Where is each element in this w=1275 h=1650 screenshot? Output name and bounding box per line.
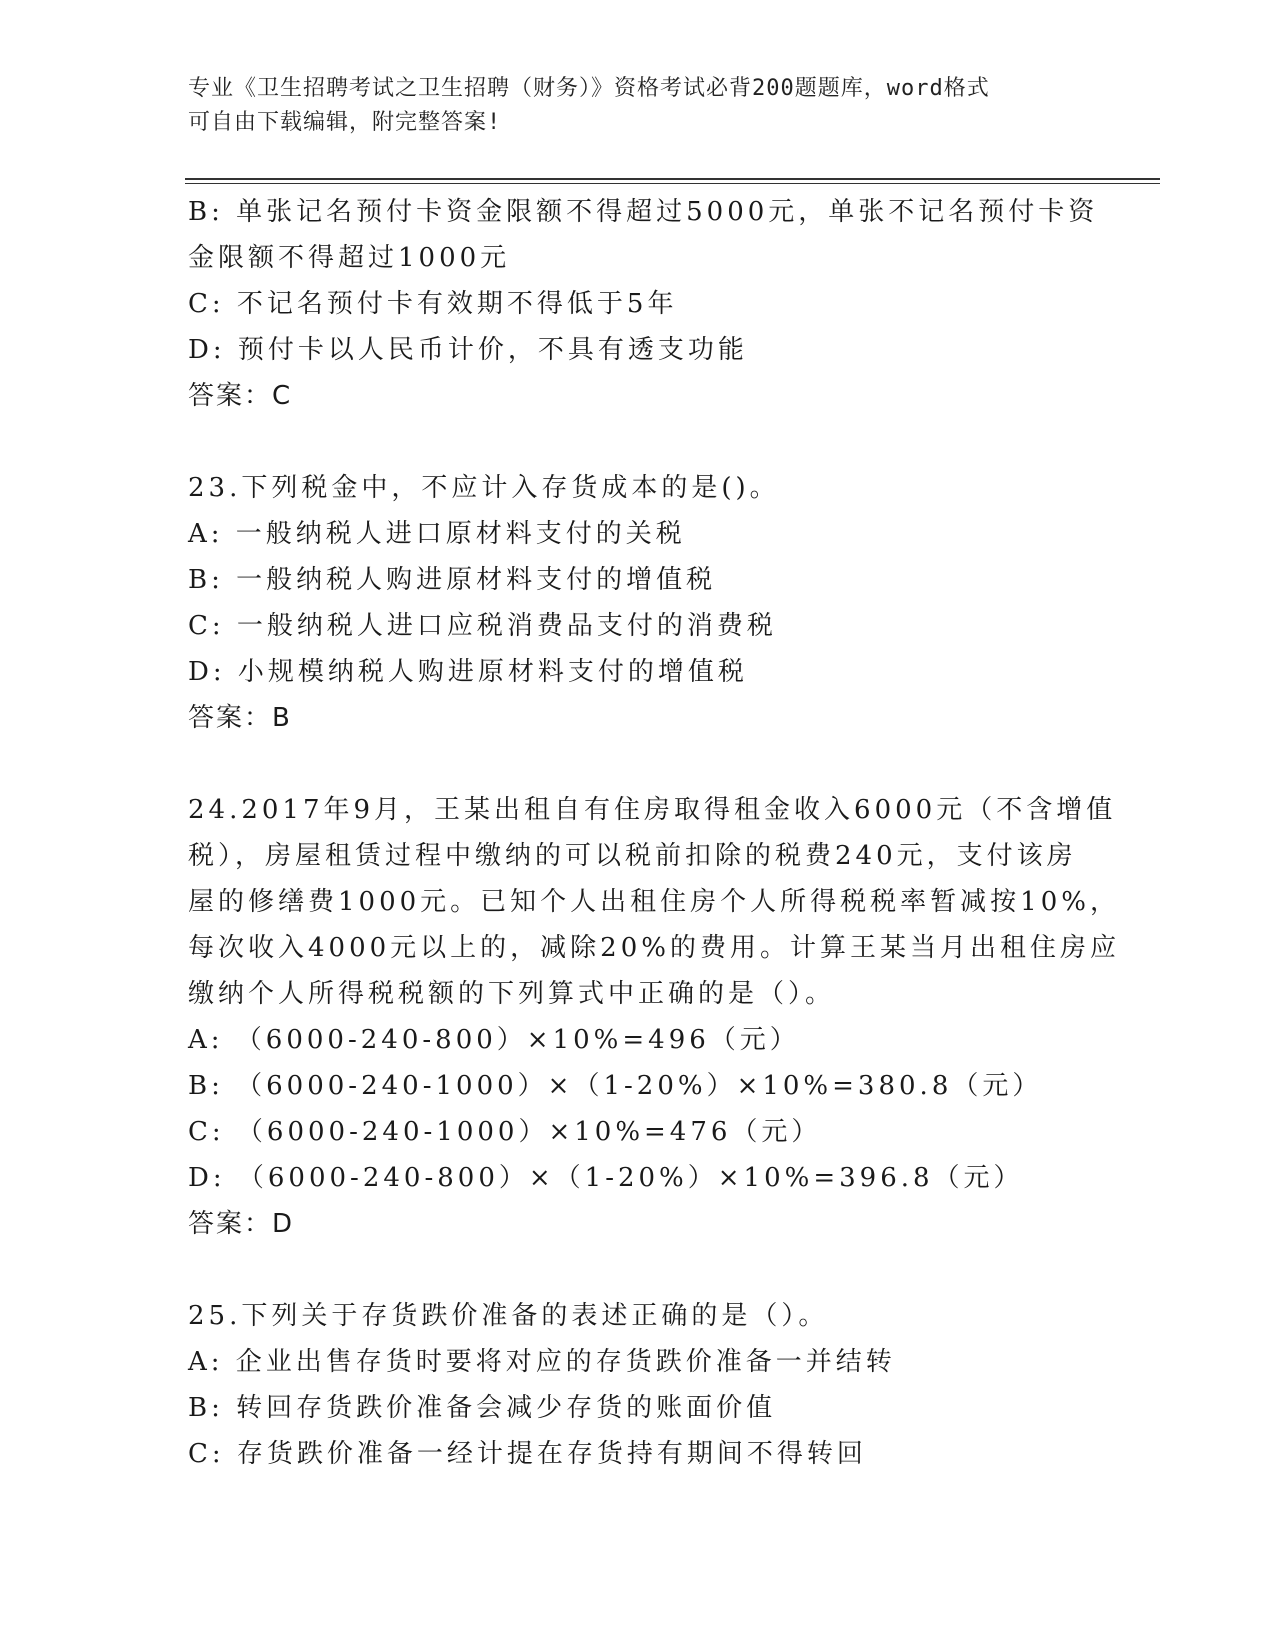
header-line-1: 专业《卫生招聘考试之卫生招聘（财务）》资格考试必背200题题库，word格式 — [188, 76, 990, 101]
question-25-block — [188, 1293, 1088, 1477]
header-line-2: 可自由下载编辑，附完整答案! — [188, 110, 502, 135]
question-text-line-4: 每次收入4000元以上的，减除20%的费用。计算王某当月出租住房应 — [188, 933, 1120, 963]
answer: 答案：C — [188, 381, 293, 411]
question-23-block — [188, 465, 1088, 741]
document-header — [188, 72, 1088, 140]
question-22-block — [188, 189, 1099, 419]
option-b-line-1: B: 单张记名预付卡资金限额不得超过5000元，单张不记名预付卡资 — [188, 197, 1099, 227]
question-text-line-1: 24.2017年9月，王某出租自有住房取得租金收入6000元（不含增值 — [188, 795, 1117, 825]
option-a: A: 企业出售存货时要将对应的存货跌价准备一并结转 — [188, 1347, 896, 1377]
option-b: B: 一般纳税人购进原材料支付的增值税 — [188, 565, 717, 595]
question-24-block — [188, 787, 1120, 1247]
option-b: B: 转回存货跌价准备会减少存货的账面价值 — [188, 1393, 777, 1423]
question-text-line-3: 屋的修缮费1000元。已知个人出租住房个人所得税税率暂减按10%， — [188, 887, 1120, 917]
option-c: C: 不记名预付卡有效期不得低于5年 — [188, 289, 678, 319]
spacer — [188, 419, 1088, 465]
question-text: 25.下列关于存货跌价准备的表述正确的是（）。 — [188, 1301, 829, 1331]
option-a: A: 一般纳税人进口原材料支付的关税 — [188, 519, 686, 549]
header-divider-thin — [185, 183, 1160, 184]
question-text-line-5: 缴纳个人所得税税额的下列算式中正确的是（）。 — [188, 979, 836, 1009]
question-text-line-2: 税），房屋租赁过程中缴纳的可以税前扣除的税费240元，支付该房 — [188, 841, 1077, 871]
answer: 答案：B — [188, 703, 292, 733]
option-c: C: 一般纳税人进口应税消费品支付的消费税 — [188, 611, 777, 641]
document-body — [188, 189, 1120, 1477]
header-divider-thick — [185, 178, 1160, 180]
option-d: D: 小规模纳税人购进原材料支付的增值税 — [188, 657, 748, 687]
spacer — [188, 1247, 1088, 1293]
question-text: 23.下列税金中，不应计入存货成本的是()。 — [188, 473, 780, 503]
spacer — [188, 741, 1088, 787]
option-a: A: （6000-240-800）×10%=496（元） — [188, 1025, 800, 1055]
option-d: D: 预付卡以人民币计价，不具有透支功能 — [188, 335, 748, 365]
answer: 答案：D — [188, 1209, 295, 1239]
option-b-line-2: 金限额不得超过1000元 — [188, 243, 511, 273]
option-b: B: （6000-240-1000）×（1-20%）×10%=380.8（元） — [188, 1071, 1043, 1101]
option-c: C: （6000-240-1000）×10%=476（元） — [188, 1117, 822, 1147]
option-c: C: 存货跌价准备一经计提在存货持有期间不得转回 — [188, 1439, 867, 1469]
option-d: D: （6000-240-800）×（1-20%）×10%=396.8（元） — [188, 1163, 1024, 1193]
